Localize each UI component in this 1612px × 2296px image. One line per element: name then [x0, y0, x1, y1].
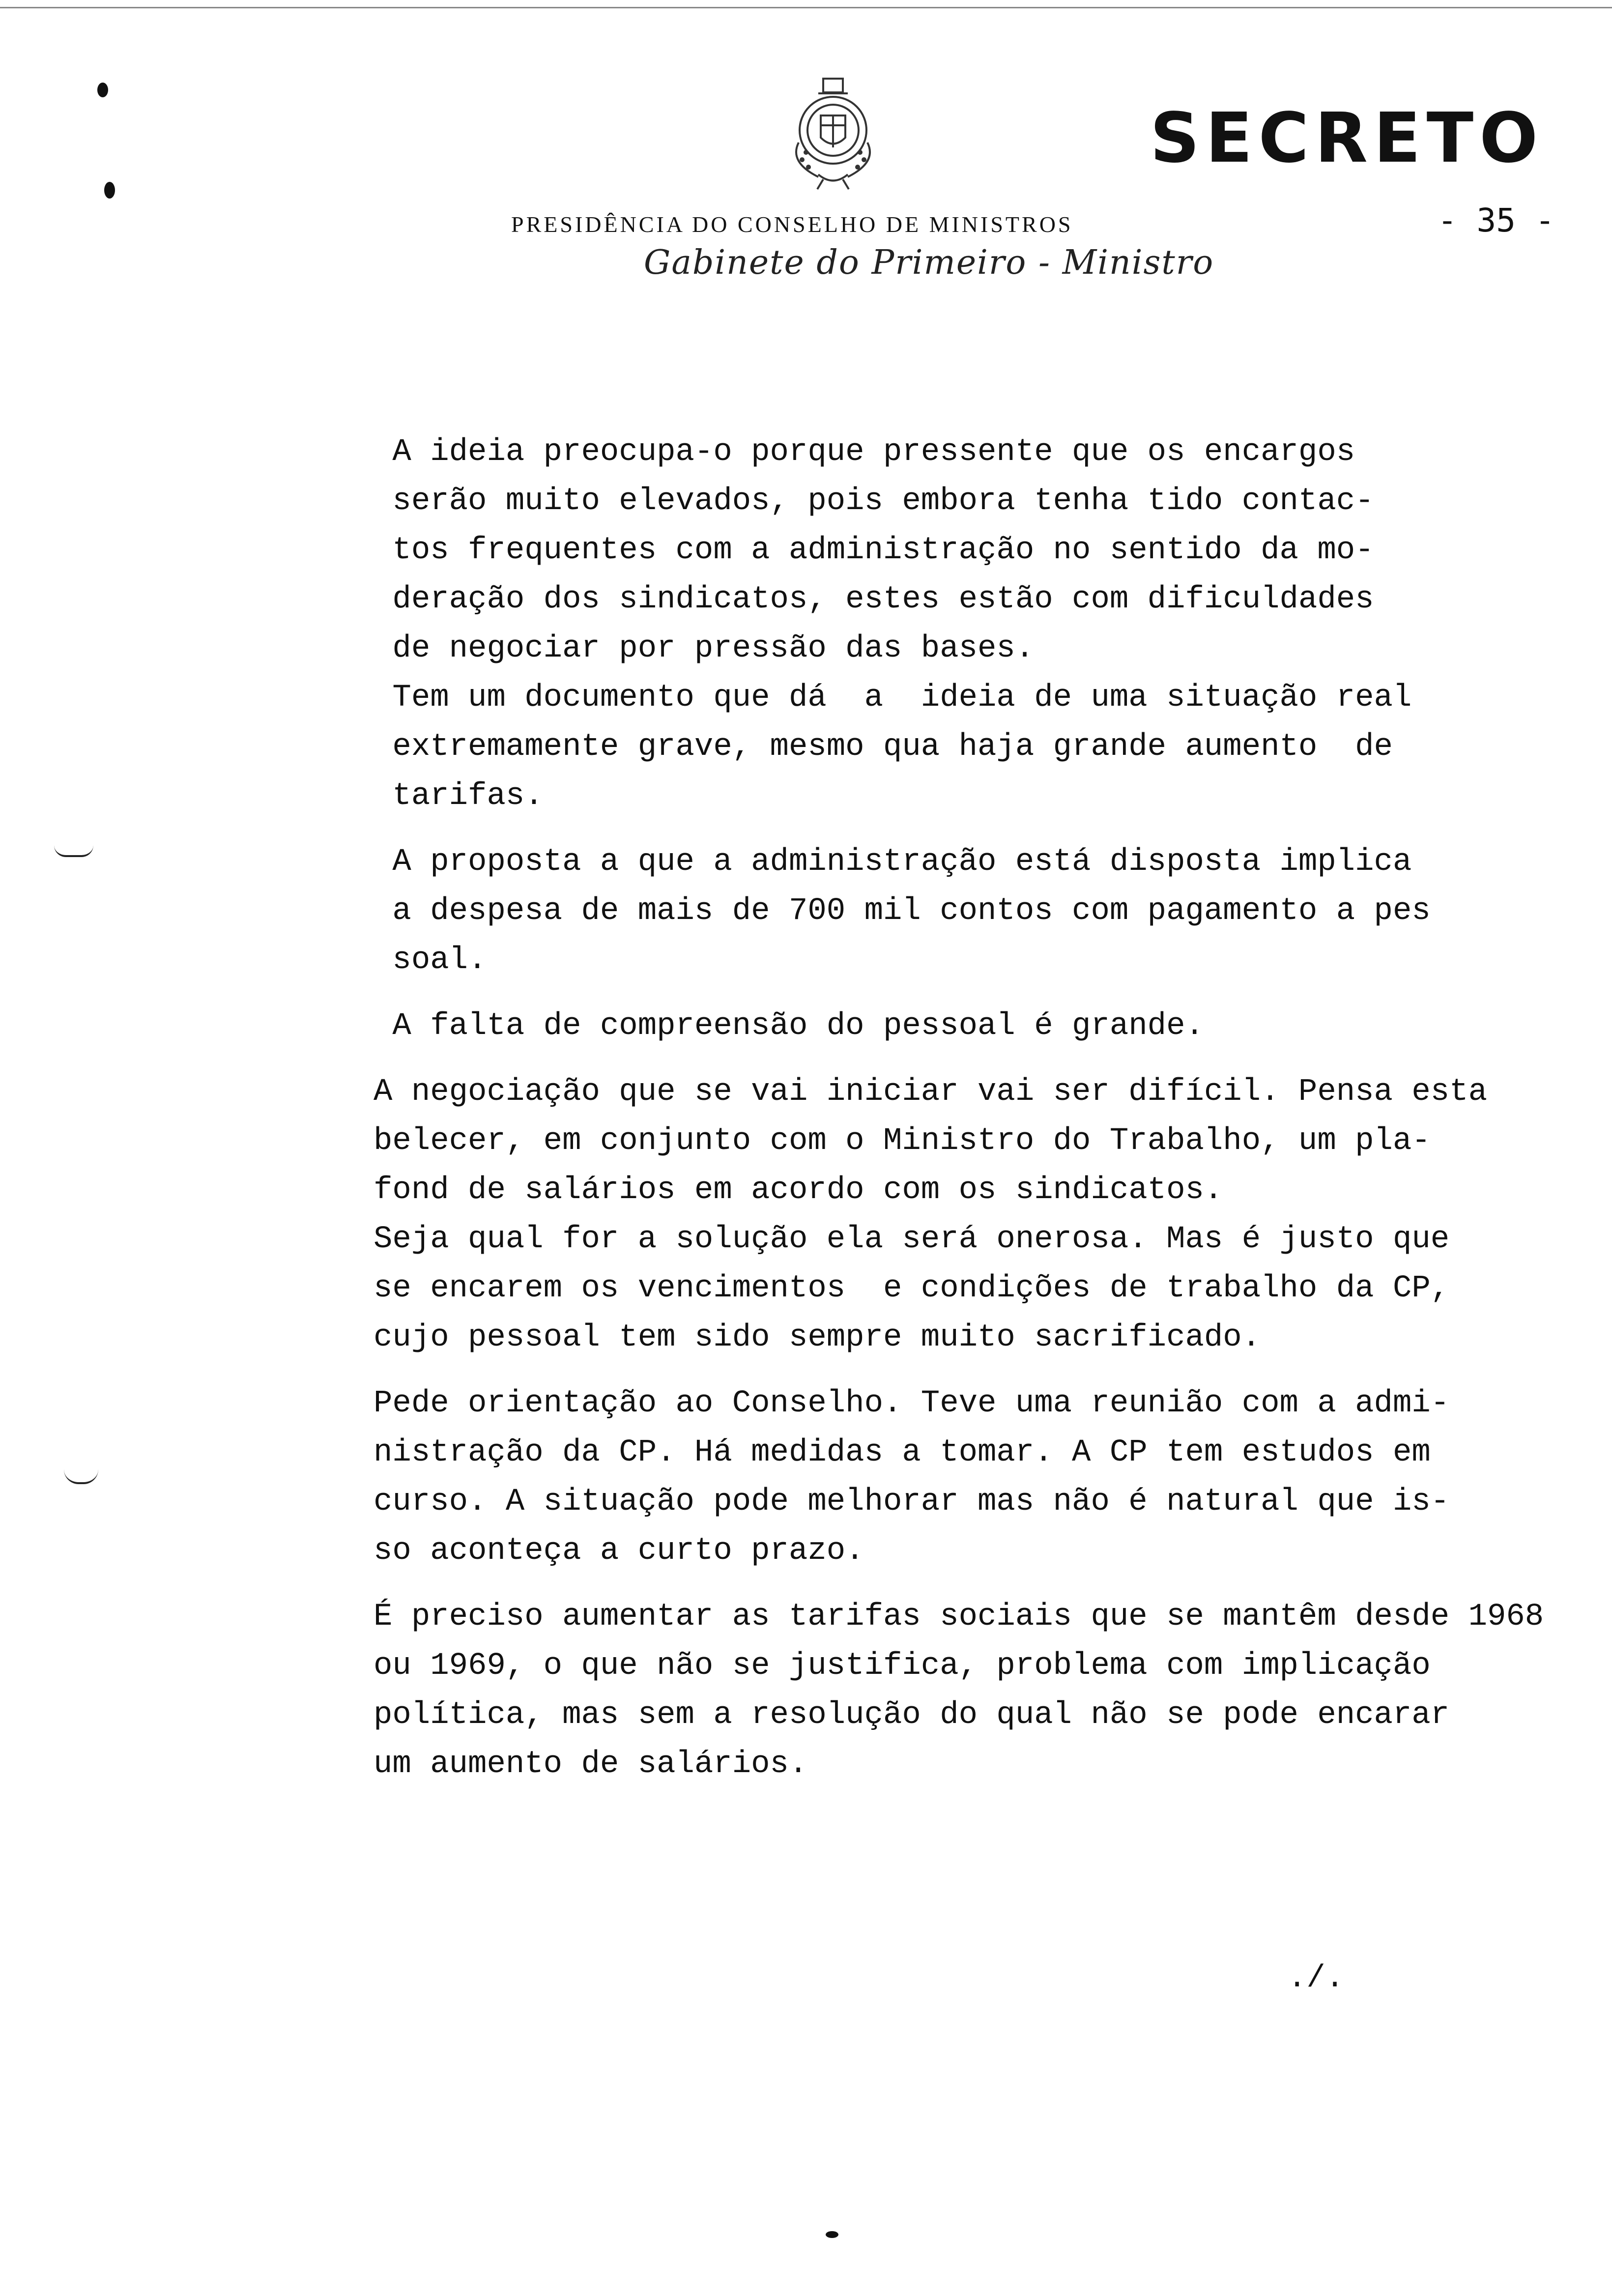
text-line: de negociar por pressão das bases. — [374, 631, 1035, 666]
punch-hole-mark — [104, 182, 115, 199]
paragraph — [374, 1067, 1602, 1362]
text-line: belecer, em conjunto com o Ministro do Trabalho, um pla- — [374, 1123, 1431, 1159]
text-line: A ideia preocupa-o porque pressente que os encargos — [374, 434, 1355, 470]
paragraph — [374, 1002, 1602, 1051]
institution-heading: PRESIDÊNCIA DO CONSELHO DE MINISTROS — [511, 212, 1073, 237]
document-body — [374, 428, 1602, 1806]
continuation-mark: ./. — [1288, 1961, 1345, 1996]
text-line: Pede orientação ao Conselho. Teve uma reunião com a admi- — [374, 1386, 1450, 1421]
coat-of-arms-emblem — [772, 74, 894, 192]
text-line: fond de salários em acordo com os sindicatos. — [374, 1173, 1223, 1208]
text-line: a despesa de mais de 700 mil contos com pagamento a pes — [374, 893, 1431, 929]
paragraph — [374, 1592, 1602, 1789]
classification-stamp: SECRETO — [1150, 98, 1544, 178]
page-number: - 35 - — [1438, 201, 1555, 239]
margin-tick-mark — [54, 845, 93, 857]
text-line: deração dos sindicatos, estes estão com dificuldades — [374, 582, 1374, 617]
cabinet-subheading: Gabinete do Primeiro - Ministro — [644, 243, 1214, 282]
text-line: Tem um documento que dá a ideia de uma situação real — [374, 680, 1412, 716]
text-line: A falta de compreensão do pessoal é grande. — [374, 1008, 1204, 1044]
paragraph — [374, 1379, 1602, 1576]
text-line: so aconteça a curto prazo. — [374, 1533, 864, 1569]
text-line: serão muito elevados, pois embora tenha tido contac- — [374, 484, 1374, 519]
text-line: nistração da CP. Há medidas a tomar. A CP tem estudos em — [374, 1435, 1431, 1470]
text-line: A negociação que se vai iniciar vai ser difícil. Pensa esta — [374, 1074, 1487, 1110]
text-line: tarifas. — [374, 778, 544, 814]
text-line: cujo pessoal tem sido sempre muito sacrificado. — [374, 1320, 1261, 1355]
paragraph — [374, 428, 1602, 821]
text-line: se encarem os vencimentos e condições de trabalho da CP, — [374, 1271, 1450, 1306]
text-line: É preciso aumentar as tarifas sociais que se mantêm desde 1968 — [374, 1599, 1544, 1635]
punch-hole-mark — [97, 83, 108, 97]
paragraph — [374, 837, 1602, 985]
text-line: Seja qual for a solução ela será onerosa. Mas é justo que — [374, 1222, 1450, 1257]
text-line: política, mas sem a resolução do qual não se pode encarar — [374, 1697, 1450, 1733]
margin-tick-mark — [64, 1469, 98, 1484]
scan-mark — [826, 2231, 838, 2238]
text-line: soal. — [374, 943, 487, 978]
text-line: extremamente grave, mesmo qua haja grande aumento de — [374, 729, 1393, 765]
top-border-line — [0, 7, 1612, 8]
text-line: um aumento de salários. — [374, 1747, 808, 1782]
text-line: tos frequentes com a administração no sentido da mo- — [374, 533, 1374, 568]
text-line: curso. A situação pode melhorar mas não é natural que is- — [374, 1484, 1450, 1520]
text-line: ou 1969, o que não se justifica, problema com implicação — [374, 1648, 1431, 1684]
text-line: A proposta a que a administração está disposta implica — [374, 844, 1412, 880]
